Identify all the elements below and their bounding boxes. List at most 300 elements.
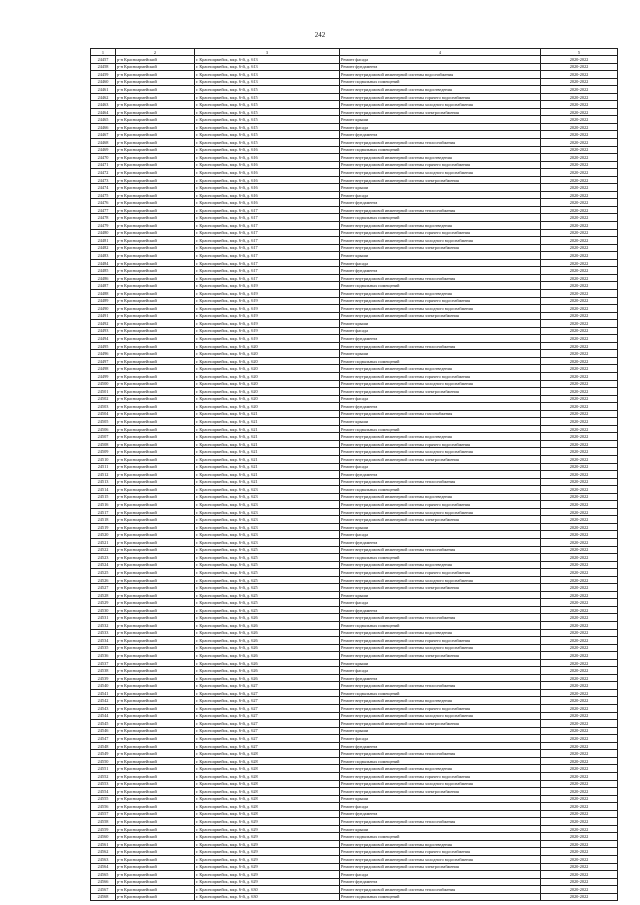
table-row xyxy=(91,840,618,848)
table-row xyxy=(91,335,618,343)
cell-row-number: 24482 xyxy=(91,244,116,252)
cell-period: 2020-2022 xyxy=(541,840,618,848)
cell-row-number: 24532 xyxy=(91,622,116,630)
cell-row-number: 24560 xyxy=(91,833,116,841)
table-row xyxy=(91,191,618,199)
cell-address: г. Красноармейск, мкр. 6-й, д. 628 xyxy=(195,810,340,818)
cell-row-number: 24516 xyxy=(91,501,116,509)
table-row xyxy=(91,576,618,584)
table-row xyxy=(91,599,618,607)
table-row xyxy=(91,131,618,139)
cell-district: р-н Красноармейский xyxy=(116,93,195,101)
cell-district: р-н Красноармейский xyxy=(116,282,195,290)
cell-period: 2020-2022 xyxy=(541,93,618,101)
cell-district: р-н Красноармейский xyxy=(116,855,195,863)
cell-district: р-н Красноармейский xyxy=(116,523,195,531)
cell-row-number: 24534 xyxy=(91,637,116,645)
cell-row-number: 24466 xyxy=(91,123,116,131)
table-row xyxy=(91,569,618,577)
cell-address: г. Красноармейск, мкр. 6-й, д. 620 xyxy=(195,388,340,396)
table-row xyxy=(91,146,618,154)
cell-work-type: Ремонт внутридомовой инженерной системы водоотведения xyxy=(340,840,541,848)
cell-period: 2020-2022 xyxy=(541,652,618,660)
cell-row-number: 24486 xyxy=(91,274,116,282)
cell-address: г. Красноармейск, мкр. 6-й, д. 621 xyxy=(195,478,340,486)
cell-row-number: 24485 xyxy=(91,267,116,275)
table-row xyxy=(91,237,618,245)
cell-row-number: 24546 xyxy=(91,727,116,735)
cell-district: р-н Красноармейский xyxy=(116,554,195,562)
cell-row-number: 24479 xyxy=(91,222,116,230)
cell-period: 2020-2022 xyxy=(541,674,618,682)
cell-district: р-н Красноармейский xyxy=(116,644,195,652)
cell-address: г. Красноармейск, мкр. 6-й, д. 629 xyxy=(195,871,340,879)
cell-work-type: Ремонт внутридомовой инженерной системы холодного водоснабжения xyxy=(340,644,541,652)
cell-district: р-н Красноармейский xyxy=(116,682,195,690)
table-row xyxy=(91,56,618,64)
cell-address: г. Красноармейск, мкр. 6-й, д. 620 xyxy=(195,350,340,358)
cell-work-type: Ремонт внутридомовой инженерной системы холодного водоснабжения xyxy=(340,305,541,313)
cell-period: 2020-2022 xyxy=(541,508,618,516)
cell-row-number: 24475 xyxy=(91,191,116,199)
cell-work-type: Ремонт внутридомовой инженерной системы электроснабжения xyxy=(340,312,541,320)
cell-row-number: 24526 xyxy=(91,576,116,584)
table-row xyxy=(91,757,618,765)
cell-address: г. Красноармейск, мкр. 6-й, д. 628 xyxy=(195,780,340,788)
cell-period: 2020-2022 xyxy=(541,335,618,343)
cell-district: р-н Красноармейский xyxy=(116,425,195,433)
cell-row-number: 24523 xyxy=(91,554,116,562)
cell-row-number: 24518 xyxy=(91,516,116,524)
cell-period: 2020-2022 xyxy=(541,825,618,833)
cell-address: г. Красноармейск, мкр. 6-й, д. 617 xyxy=(195,206,340,214)
page-number: 242 xyxy=(314,31,326,39)
cell-address: г. Красноармейск, мкр. 6-й, д. 615 xyxy=(195,131,340,139)
cell-period: 2020-2022 xyxy=(541,523,618,531)
cell-row-number: 24498 xyxy=(91,365,116,373)
cell-district: р-н Красноармейский xyxy=(116,863,195,871)
table-row xyxy=(91,742,618,750)
cell-work-type: Ремонт фундамента xyxy=(340,131,541,139)
cell-district: р-н Красноармейский xyxy=(116,86,195,94)
cell-district: р-н Красноармейский xyxy=(116,667,195,675)
table-row xyxy=(91,705,618,713)
cell-row-number: 24537 xyxy=(91,659,116,667)
cell-work-type: Ремонт внутридомовой инженерной системы электроснабжения xyxy=(340,788,541,796)
cell-row-number: 24464 xyxy=(91,108,116,116)
table-row xyxy=(91,561,618,569)
cell-period: 2020-2022 xyxy=(541,848,618,856)
cell-row-number: 24517 xyxy=(91,508,116,516)
cell-row-number: 24557 xyxy=(91,810,116,818)
cell-district: р-н Красноармейский xyxy=(116,305,195,313)
cell-work-type: Ремонт фундамента xyxy=(340,606,541,614)
cell-row-number: 24521 xyxy=(91,539,116,547)
cell-address: г. Красноармейск, мкр. 6-й, д. 619 xyxy=(195,327,340,335)
table-row xyxy=(91,448,618,456)
cell-work-type: Ремонт внутридомовой инженерной системы теплоснабжения xyxy=(340,342,541,350)
cell-period: 2020-2022 xyxy=(541,833,618,841)
table-row xyxy=(91,176,618,184)
cell-district: р-н Красноармейский xyxy=(116,486,195,494)
cell-period: 2020-2022 xyxy=(541,599,618,607)
table-row xyxy=(91,871,618,879)
cell-address: г. Красноармейск, мкр. 6-й, д. 628 xyxy=(195,788,340,796)
cell-district: р-н Красноармейский xyxy=(116,705,195,713)
cell-work-type: Ремонт подвальных помещений xyxy=(340,282,541,290)
cell-district: р-н Красноармейский xyxy=(116,712,195,720)
cell-district: р-н Красноармейский xyxy=(116,410,195,418)
cell-period: 2020-2022 xyxy=(541,735,618,743)
cell-row-number: 24513 xyxy=(91,478,116,486)
cell-period: 2020-2022 xyxy=(541,629,618,637)
cell-address: г. Красноармейск, мкр. 6-й, д. 628 xyxy=(195,772,340,780)
cell-district: р-н Красноармейский xyxy=(116,659,195,667)
cell-address: г. Красноармейск, мкр. 6-й, д. 617 xyxy=(195,267,340,275)
cell-district: р-н Красноармейский xyxy=(116,206,195,214)
cell-row-number: 24541 xyxy=(91,689,116,697)
cell-row-number: 24544 xyxy=(91,712,116,720)
cell-row-number: 24522 xyxy=(91,546,116,554)
cell-period: 2020-2022 xyxy=(541,139,618,147)
cell-work-type: Ремонт внутридомовой инженерной системы теплоснабжения xyxy=(340,206,541,214)
cell-district: р-н Красноармейский xyxy=(116,757,195,765)
cell-address: г. Красноармейск, мкр. 6-й, д. 619 xyxy=(195,320,340,328)
cell-work-type: Ремонт внутридомовой инженерной системы горячего водоснабжения xyxy=(340,372,541,380)
cell-address: г. Красноармейск, мкр. 6-й, д. 626 xyxy=(195,614,340,622)
table-row xyxy=(91,116,618,124)
cell-address: г. Красноармейск, мкр. 6-й, д. 621 xyxy=(195,463,340,471)
cell-row-number: 24554 xyxy=(91,788,116,796)
cell-address: г. Красноармейск, мкр. 6-й, д. 628 xyxy=(195,795,340,803)
cell-district: р-н Красноармейский xyxy=(116,380,195,388)
header-col-5: 5 xyxy=(541,49,618,56)
cell-address: г. Красноармейск, мкр. 6-й, д. 627 xyxy=(195,682,340,690)
cell-period: 2020-2022 xyxy=(541,810,618,818)
cell-work-type: Ремонт внутридомовой инженерной системы холодного водоснабжения xyxy=(340,380,541,388)
header-col-1: 1 xyxy=(91,49,116,56)
cell-work-type: Ремонт внутридомовой инженерной системы холодного водоснабжения xyxy=(340,576,541,584)
cell-address: г. Красноармейск, мкр. 6-й, д. 623 xyxy=(195,486,340,494)
cell-work-type: Ремонт внутридомовой инженерной системы водоотведения xyxy=(340,629,541,637)
cell-period: 2020-2022 xyxy=(541,380,618,388)
cell-work-type: Ремонт фасада xyxy=(340,191,541,199)
cell-row-number: 24474 xyxy=(91,184,116,192)
cell-district: р-н Красноармейский xyxy=(116,508,195,516)
cell-address: г. Красноармейск, мкр. 6-й, д. 625 xyxy=(195,546,340,554)
cell-district: р-н Красноармейский xyxy=(116,818,195,826)
cell-period: 2020-2022 xyxy=(541,259,618,267)
cell-work-type: Ремонт внутридомовой инженерной системы электроснабжения xyxy=(340,863,541,871)
table-row xyxy=(91,629,618,637)
table-row xyxy=(91,478,618,486)
cell-district: р-н Красноармейский xyxy=(116,395,195,403)
cell-period: 2020-2022 xyxy=(541,154,618,162)
cell-address: г. Красноармейск, мкр. 6-й, д. 613 xyxy=(195,56,340,64)
cell-row-number: 24502 xyxy=(91,395,116,403)
cell-work-type: Ремонт внутридомовой инженерной системы электроснабжения xyxy=(340,652,541,660)
cell-work-type: Ремонт внутридомовой инженерной системы теплоснабжения xyxy=(340,478,541,486)
table-row xyxy=(91,259,618,267)
table-row xyxy=(91,463,618,471)
cell-row-number: 24568 xyxy=(91,893,116,901)
cell-period: 2020-2022 xyxy=(541,161,618,169)
table-row xyxy=(91,765,618,773)
cell-work-type: Ремонт крыши xyxy=(340,825,541,833)
cell-work-type: Ремонт подвальных помещений xyxy=(340,78,541,86)
cell-work-type: Ремонт фундамента xyxy=(340,878,541,886)
table-row xyxy=(91,154,618,162)
cell-district: р-н Красноармейский xyxy=(116,139,195,147)
cell-row-number: 24503 xyxy=(91,403,116,411)
cell-row-number: 24535 xyxy=(91,644,116,652)
cell-period: 2020-2022 xyxy=(541,689,618,697)
cell-work-type: Ремонт фундамента xyxy=(340,674,541,682)
cell-address: г. Красноармейск, мкр. 6-й, д. 616 xyxy=(195,161,340,169)
cell-address: г. Красноармейск, мкр. 6-й, д. 617 xyxy=(195,259,340,267)
cell-work-type: Ремонт внутридомовой инженерной системы водоснабжения xyxy=(340,71,541,79)
cell-address: г. Красноармейск, мкр. 6-й, д. 617 xyxy=(195,214,340,222)
cell-district: р-н Красноармейский xyxy=(116,539,195,547)
cell-period: 2020-2022 xyxy=(541,448,618,456)
cell-work-type: Ремонт подвальных помещений xyxy=(340,893,541,901)
cell-period: 2020-2022 xyxy=(541,772,618,780)
cell-row-number: 24489 xyxy=(91,297,116,305)
cell-period: 2020-2022 xyxy=(541,750,618,758)
cell-address: г. Красноармейск, мкр. 6-й, д. 625 xyxy=(195,554,340,562)
cell-work-type: Ремонт крыши xyxy=(340,591,541,599)
cell-period: 2020-2022 xyxy=(541,463,618,471)
cell-address: г. Красноармейск, мкр. 6-й, д. 621 xyxy=(195,440,340,448)
cell-address: г. Красноармейск, мкр. 6-й, д. 623 xyxy=(195,508,340,516)
cell-period: 2020-2022 xyxy=(541,410,618,418)
cell-district: р-н Красноармейский xyxy=(116,599,195,607)
cell-work-type: Ремонт крыши xyxy=(340,320,541,328)
cell-row-number: 24551 xyxy=(91,765,116,773)
cell-period: 2020-2022 xyxy=(541,712,618,720)
cell-period: 2020-2022 xyxy=(541,705,618,713)
cell-row-number: 24478 xyxy=(91,214,116,222)
cell-address: г. Красноармейск, мкр. 6-й, д. 623 xyxy=(195,523,340,531)
cell-work-type: Ремонт внутридомовой инженерной системы водоотведения xyxy=(340,493,541,501)
cell-district: р-н Красноармейский xyxy=(116,689,195,697)
cell-row-number: 24472 xyxy=(91,169,116,177)
table-row xyxy=(91,455,618,463)
table-row xyxy=(91,86,618,94)
cell-row-number: 24504 xyxy=(91,410,116,418)
cell-address: г. Красноармейск, мкр. 6-й, д. 619 xyxy=(195,297,340,305)
cell-period: 2020-2022 xyxy=(541,86,618,94)
cell-period: 2020-2022 xyxy=(541,131,618,139)
cell-address: г. Красноармейск, мкр. 6-й, д. 615 xyxy=(195,123,340,131)
cell-work-type: Ремонт фасада xyxy=(340,395,541,403)
cell-work-type: Ремонт внутридомовой инженерной системы водоотведения xyxy=(340,561,541,569)
cell-period: 2020-2022 xyxy=(541,780,618,788)
table-row xyxy=(91,539,618,547)
cell-row-number: 24461 xyxy=(91,86,116,94)
table-row xyxy=(91,516,618,524)
cell-period: 2020-2022 xyxy=(541,486,618,494)
table-row xyxy=(91,214,618,222)
cell-district: р-н Красноармейский xyxy=(116,222,195,230)
cell-district: р-н Красноармейский xyxy=(116,772,195,780)
cell-work-type: Ремонт крыши xyxy=(340,116,541,124)
cell-district: р-н Красноармейский xyxy=(116,433,195,441)
cell-row-number: 24467 xyxy=(91,131,116,139)
cell-address: г. Красноармейск, мкр. 6-й, д. 623 xyxy=(195,501,340,509)
cell-district: р-н Красноармейский xyxy=(116,131,195,139)
cell-district: р-н Красноармейский xyxy=(116,795,195,803)
cell-row-number: 24507 xyxy=(91,433,116,441)
cell-period: 2020-2022 xyxy=(541,305,618,313)
cell-row-number: 24538 xyxy=(91,667,116,675)
cell-period: 2020-2022 xyxy=(541,252,618,260)
cell-district: р-н Красноармейский xyxy=(116,674,195,682)
cell-address: г. Красноармейск, мкр. 6-й, д. 619 xyxy=(195,305,340,313)
cell-district: р-н Красноармейский xyxy=(116,123,195,131)
table-row xyxy=(91,523,618,531)
cell-district: р-н Красноармейский xyxy=(116,312,195,320)
cell-district: р-н Красноармейский xyxy=(116,191,195,199)
table-row xyxy=(91,282,618,290)
cell-address: г. Красноармейск, мкр. 6-й, д. 616 xyxy=(195,176,340,184)
cell-period: 2020-2022 xyxy=(541,433,618,441)
cell-row-number: 24545 xyxy=(91,720,116,728)
table-row xyxy=(91,433,618,441)
cell-district: р-н Красноармейский xyxy=(116,327,195,335)
cell-row-number: 24563 xyxy=(91,855,116,863)
table-row xyxy=(91,229,618,237)
cell-address: г. Красноармейск, мкр. 6-й, д. 617 xyxy=(195,244,340,252)
table-row xyxy=(91,848,618,856)
cell-work-type: Ремонт внутридомовой инженерной системы холодного водоснабжения xyxy=(340,508,541,516)
cell-period: 2020-2022 xyxy=(541,727,618,735)
cell-work-type: Ремонт внутридомовой инженерной системы водоотведения xyxy=(340,365,541,373)
cell-period: 2020-2022 xyxy=(541,274,618,282)
cell-district: р-н Красноармейский xyxy=(116,403,195,411)
cell-work-type: Ремонт фасада xyxy=(340,463,541,471)
cell-row-number: 24473 xyxy=(91,176,116,184)
cell-district: р-н Красноармейский xyxy=(116,614,195,622)
cell-period: 2020-2022 xyxy=(541,471,618,479)
cell-address: г. Красноармейск, мкр. 6-й, д. 629 xyxy=(195,818,340,826)
cell-row-number: 24564 xyxy=(91,863,116,871)
cell-address: г. Красноармейск, мкр. 6-й, д. 621 xyxy=(195,425,340,433)
cell-address: г. Красноармейск, мкр. 6-й, д. 613 xyxy=(195,63,340,71)
cell-period: 2020-2022 xyxy=(541,659,618,667)
cell-district: р-н Красноармейский xyxy=(116,184,195,192)
cell-row-number: 24470 xyxy=(91,154,116,162)
cell-period: 2020-2022 xyxy=(541,614,618,622)
table-row xyxy=(91,554,618,562)
cell-work-type: Ремонт фасада xyxy=(340,327,541,335)
cell-district: р-н Красноармейский xyxy=(116,727,195,735)
cell-period: 2020-2022 xyxy=(541,56,618,64)
cell-row-number: 24520 xyxy=(91,531,116,539)
cell-row-number: 24501 xyxy=(91,388,116,396)
cell-period: 2020-2022 xyxy=(541,199,618,207)
cell-address: г. Красноармейск, мкр. 6-й, д. 620 xyxy=(195,357,340,365)
cell-work-type: Ремонт фундамента xyxy=(340,742,541,750)
cell-period: 2020-2022 xyxy=(541,108,618,116)
cell-address: г. Красноармейск, мкр. 6-й, д. 629 xyxy=(195,863,340,871)
table-row xyxy=(91,297,618,305)
cell-address: г. Красноармейск, мкр. 6-й, д. 630 xyxy=(195,893,340,901)
table-row xyxy=(91,878,618,886)
cell-work-type: Ремонт внутридомовой инженерной системы теплоснабжения xyxy=(340,274,541,282)
table-row xyxy=(91,893,618,901)
cell-district: р-н Красноармейский xyxy=(116,154,195,162)
cell-work-type: Ремонт подвальных помещений xyxy=(340,833,541,841)
cell-period: 2020-2022 xyxy=(541,546,618,554)
cell-district: р-н Красноармейский xyxy=(116,342,195,350)
table-row xyxy=(91,780,618,788)
cell-period: 2020-2022 xyxy=(541,63,618,71)
cell-work-type: Ремонт фундамента xyxy=(340,199,541,207)
cell-district: р-н Красноармейский xyxy=(116,825,195,833)
cell-row-number: 24567 xyxy=(91,886,116,894)
cell-address: г. Красноармейск, мкр. 6-й, д. 615 xyxy=(195,86,340,94)
cell-address: г. Красноармейск, мкр. 6-й, д. 623 xyxy=(195,531,340,539)
cell-work-type: Ремонт подвальных помещений xyxy=(340,689,541,697)
cell-period: 2020-2022 xyxy=(541,365,618,373)
cell-address: г. Красноармейск, мкр. 6-й, д. 616 xyxy=(195,154,340,162)
table-row xyxy=(91,659,618,667)
cell-period: 2020-2022 xyxy=(541,720,618,728)
cell-address: г. Красноармейск, мкр. 6-й, д. 623 xyxy=(195,539,340,547)
cell-work-type: Ремонт внутридомовой инженерной системы газоснабжения xyxy=(340,410,541,418)
table-row xyxy=(91,410,618,418)
cell-work-type: Ремонт подвальных помещений xyxy=(340,425,541,433)
cell-district: р-н Красноармейский xyxy=(116,372,195,380)
cell-row-number: 24528 xyxy=(91,591,116,599)
cell-work-type: Ремонт внутридомовой инженерной системы холодного водоснабжения xyxy=(340,855,541,863)
cell-period: 2020-2022 xyxy=(541,312,618,320)
cell-period: 2020-2022 xyxy=(541,123,618,131)
cell-work-type: Ремонт подвальных помещений xyxy=(340,554,541,562)
cell-district: р-н Красноармейский xyxy=(116,455,195,463)
cell-address: г. Красноармейск, мкр. 6-й, д. 617 xyxy=(195,274,340,282)
cell-address: г. Красноармейск, мкр. 6-й, д. 621 xyxy=(195,448,340,456)
cell-work-type: Ремонт внутридомовой инженерной системы горячего водоснабжения xyxy=(340,297,541,305)
table-row xyxy=(91,289,618,297)
cell-row-number: 24490 xyxy=(91,305,116,313)
cell-address: г. Красноармейск, мкр. 6-й, д. 620 xyxy=(195,365,340,373)
cell-address: г. Красноармейск, мкр. 6-й, д. 617 xyxy=(195,229,340,237)
cell-district: р-н Красноармейский xyxy=(116,788,195,796)
cell-row-number: 24542 xyxy=(91,697,116,705)
table-row xyxy=(91,305,618,313)
cell-row-number: 24514 xyxy=(91,486,116,494)
cell-work-type: Ремонт внутридомовой инженерной системы теплоснабжения xyxy=(340,750,541,758)
cell-work-type: Ремонт внутридомовой инженерной системы горячего водоснабжения xyxy=(340,93,541,101)
cell-period: 2020-2022 xyxy=(541,403,618,411)
table-row xyxy=(91,750,618,758)
cell-district: р-н Красноармейский xyxy=(116,720,195,728)
cell-address: г. Красноармейск, мкр. 6-й, д. 628 xyxy=(195,765,340,773)
cell-address: г. Красноармейск, мкр. 6-й, д. 626 xyxy=(195,637,340,645)
table-row xyxy=(91,425,618,433)
cell-work-type: Ремонт подвальных помещений xyxy=(340,214,541,222)
table-row xyxy=(91,440,618,448)
cell-period: 2020-2022 xyxy=(541,788,618,796)
cell-work-type: Ремонт подвальных помещений xyxy=(340,757,541,765)
cell-period: 2020-2022 xyxy=(541,229,618,237)
cell-row-number: 24539 xyxy=(91,674,116,682)
table-row xyxy=(91,380,618,388)
cell-address: г. Красноармейск, мкр. 6-й, д. 629 xyxy=(195,825,340,833)
cell-work-type: Ремонт внутридомовой инженерной системы водоотведения xyxy=(340,433,541,441)
